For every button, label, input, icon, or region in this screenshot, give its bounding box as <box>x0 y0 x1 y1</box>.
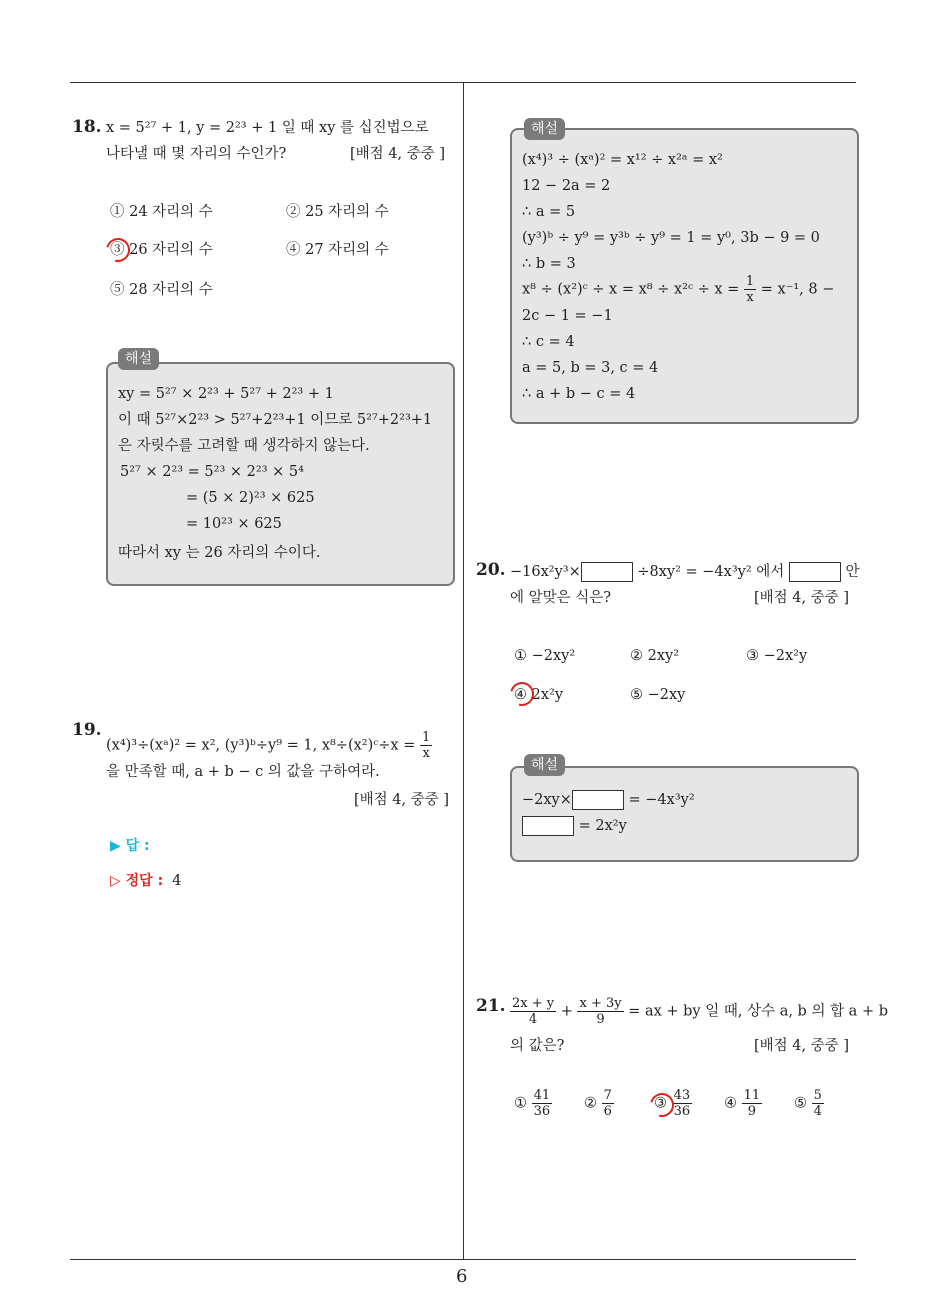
q20-explanation-box <box>510 766 859 862</box>
question-18-line2: 나타낼 때 몇 자리의 수인가? <box>106 146 287 162</box>
q18-expl-line2: 이 때 5²⁷×2²³ > 5²⁷+2²³+1 이므로 5²⁷+2²³+1 <box>118 412 433 428</box>
q20-explanation-tag: 해설 <box>524 754 565 776</box>
q18-option-4[interactable]: ④ 27 자리의 수 <box>286 242 389 258</box>
q20-option-3[interactable]: ③ −2x²y <box>746 648 808 664</box>
q20-answer-circle <box>506 678 539 711</box>
bottom-rule <box>70 1259 856 1260</box>
q19-expl-line4: (y³)ᵇ ÷ y⁹ = y³ᵇ ÷ y⁹ = 1 = y⁰, 3b − 9 = 0 <box>522 230 820 246</box>
q20-expr-tail: 안 <box>845 564 860 580</box>
q19-expl-line6 <box>522 274 834 305</box>
question-19-line2: 을 만족할 때, a + b − c 의 값을 구하여라. <box>106 764 380 780</box>
question-20-score: [배점 4, 중중 ] <box>754 590 850 606</box>
page-number: 6 <box>456 1266 468 1287</box>
question-20-line2: 에 알맞은 식은? <box>510 590 612 606</box>
q18-expl-line7: 따라서 xy 는 26 자리의 수이다. <box>118 545 321 561</box>
q18-answer-circle <box>102 234 135 267</box>
q19-expl-line3: ∴ a = 5 <box>522 204 576 220</box>
q19-answer-label[interactable]: ▶ 답 : <box>110 838 150 854</box>
q21-option-2[interactable]: ② $\frac{7}{6}$ <box>584 1088 612 1119</box>
q21-option-3[interactable]: ③ $\frac{43}{36}$ <box>654 1088 691 1119</box>
question-18-score: [배점 4, 중중 ] <box>350 146 446 162</box>
question-21-line2: 의 값은? <box>510 1038 565 1054</box>
q20-expl-line2 <box>522 816 627 836</box>
q19-equation: (x⁴)³÷(xᵃ)² = x², (y³)ᵇ÷y⁹ = 1, x⁸÷(x²)ᶜ÷x = <box>106 737 416 754</box>
question-21-score: [배점 4, 중중 ] <box>754 1038 850 1054</box>
q21-fraction-2: $\frac{x + 3y}{9}$ <box>579 996 622 1027</box>
q21-option-5[interactable]: ⑤ $\frac{5}{4}$ <box>794 1088 822 1119</box>
q20-expl-left: −2xy× <box>522 792 572 808</box>
q18-option-1[interactable]: ① 24 자리의 수 <box>110 204 213 220</box>
q20-blank-1 <box>581 562 633 582</box>
q20-option-4[interactable]: ④ 2x²y <box>514 687 564 703</box>
q18-expl-line6: = 10²³ × 625 <box>186 516 282 532</box>
question-19-score: [배점 4, 중중 ] <box>354 792 450 808</box>
q20-expr-right: ÷8xy² = −4x³y² 에서 <box>637 564 785 580</box>
q19-explanation-tag: 해설 <box>524 118 565 140</box>
question-21-number: 21. <box>476 996 506 1016</box>
q19-expl-fraction: $\frac{1}{x}$ <box>745 274 755 305</box>
question-18-line1: x = 5²⁷ + 1, y = 2²³ + 1 일 때 xy 를 십진법으로 <box>106 120 429 136</box>
q21-option-1[interactable]: ① $\frac{41}{36}$ <box>514 1088 551 1119</box>
q19-correct-value: 4 <box>171 871 182 889</box>
q19-expl-line8: ∴ c = 4 <box>522 334 575 350</box>
q20-expl-right: = −4x³y² <box>628 792 695 808</box>
q19-correct-row <box>110 870 182 890</box>
q21-option-4[interactable]: ④ $\frac{11}{9}$ <box>724 1088 761 1119</box>
q20-option-1[interactable]: ① −2xy² <box>514 648 576 664</box>
q19-expl-line1: (x⁴)³ ÷ (xᵃ)² = x¹² ÷ x²ᵃ = x² <box>522 152 723 168</box>
q18-expl-line4: 5²⁷ × 2²³ = 5²³ × 2²³ × 5⁴ <box>120 464 304 480</box>
q20-expl-blank-1 <box>572 790 624 810</box>
q18-expl-line5: = (5 × 2)²³ × 625 <box>186 490 315 506</box>
q19-expl-line2: 12 − 2a = 2 <box>522 178 611 194</box>
q20-expl-result: = 2x²y <box>578 818 627 834</box>
q20-expr-left: −16x²y³× <box>510 564 581 580</box>
q20-option-2[interactable]: ② 2xy² <box>630 648 680 664</box>
q18-option-3[interactable]: ③ 26 자리의 수 <box>110 242 213 258</box>
q18-option-2[interactable]: ② 25 자리의 수 <box>286 204 389 220</box>
q18-explanation-tag: 해설 <box>118 348 159 370</box>
q19-expl-line5: ∴ b = 3 <box>522 256 576 272</box>
question-21-line1 <box>510 996 888 1027</box>
question-20-number: 20. <box>476 560 506 580</box>
q18-option-5[interactable]: ⑤ 28 자리의 수 <box>110 282 213 298</box>
q19-expl-line6-text: x⁸ ÷ (x²)ᶜ ÷ x = x⁸ ÷ x²ᶜ ÷ x = <box>522 281 740 298</box>
question-18-number: 18. <box>72 117 102 137</box>
q19-fraction: $\frac{1}{x}$ <box>421 730 431 761</box>
question-20-line1 <box>510 562 860 582</box>
q18-expl-line1: xy = 5²⁷ × 2²³ + 5²⁷ + 2²³ + 1 <box>118 386 334 402</box>
question-19-line1 <box>106 730 432 761</box>
q21-plus: + <box>560 1003 573 1020</box>
q20-expl-blank-2 <box>522 816 574 836</box>
q19-correct-label: ▷ 정답 : <box>110 873 164 889</box>
q19-expl-line7: 2c − 1 = −1 <box>522 308 613 324</box>
q21-fraction-1: $\frac{2x + y}{4}$ <box>512 996 555 1027</box>
column-divider <box>463 82 464 1260</box>
q19-expl-line10: ∴ a + b − c = 4 <box>522 386 636 402</box>
q19-expl-line9: a = 5, b = 3, c = 4 <box>522 360 659 376</box>
question-19-number: 19. <box>72 720 102 740</box>
q21-equation-tail: = ax + by 일 때, 상수 a, b 의 합 a + b <box>628 1003 888 1020</box>
q19-expl-line6-tail: = x⁻¹, 8 − <box>760 281 835 298</box>
q18-expl-line3: 은 자릿수를 고려할 때 생각하지 않는다. <box>118 438 370 454</box>
q20-blank-2 <box>789 562 841 582</box>
q20-option-5[interactable]: ⑤ −2xy <box>630 687 686 703</box>
q20-expl-line1 <box>522 790 695 810</box>
